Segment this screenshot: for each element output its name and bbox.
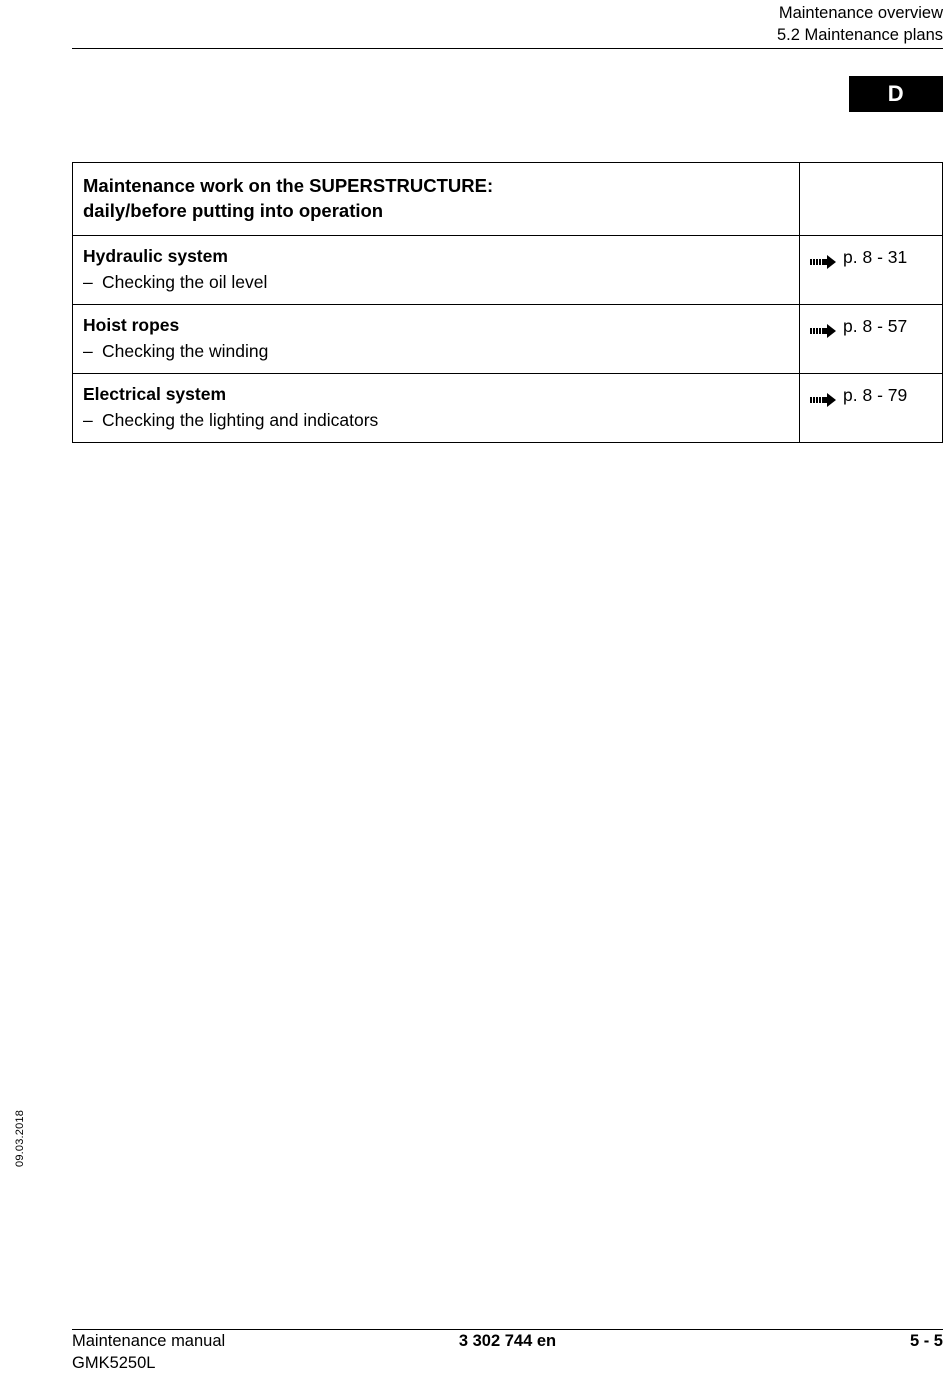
group-label: Hoist ropes [83,315,180,335]
table-row [73,305,942,374]
table-title-row [73,163,942,236]
page-reference-arrow-icon [810,323,836,339]
footer-document-number: 3 302 744 en [458,1332,557,1350]
header-subsection-title: 5.2 Maintenance plans [776,26,943,44]
task-text: Checking the oil level [102,272,268,292]
page-reference[interactable] [800,236,942,279]
group-label: Electrical system [83,384,227,404]
task-label [73,338,799,373]
table-row [73,374,942,443]
task-dash: – [83,410,93,430]
page-footer [72,1330,943,1374]
task-dash: – [83,272,93,292]
page-reference-text: p. 8 - 57 [843,316,908,336]
table-title-line1: Maintenance work on the SUPERSTRUCTURE: [83,175,494,196]
page-reference-arrow-icon [810,392,836,408]
footer-document-title: Maintenance manual [72,1332,226,1350]
header-section-title: Maintenance overview [778,4,943,22]
footer-model: GMK5250L [72,1354,156,1372]
page-reference-text: p. 8 - 31 [843,247,908,267]
table-title-line2: daily/before putting into operation [83,200,384,221]
task-label [73,407,799,442]
page-reference-text: p. 8 - 79 [843,385,908,405]
table-row [73,236,942,305]
maintenance-table [72,162,943,443]
chapter-tab [849,76,943,112]
page-reference-arrow-icon [810,254,836,270]
task-dash: – [83,341,93,361]
group-label: Hydraulic system [83,246,228,266]
task-text: Checking the lighting and indicators [102,410,379,430]
page-reference[interactable] [800,305,942,348]
chapter-tab-label: D [887,81,905,106]
revision-date: 09.03.2018 [14,1109,26,1167]
header-divider [72,48,943,49]
task-label [73,269,799,304]
table-title-ref-cell [800,163,942,236]
task-text: Checking the winding [102,341,269,361]
page-reference[interactable] [800,374,942,417]
table-title [73,163,799,235]
page-header [72,0,943,46]
footer-page-number: 5 - 5 [909,1332,943,1350]
